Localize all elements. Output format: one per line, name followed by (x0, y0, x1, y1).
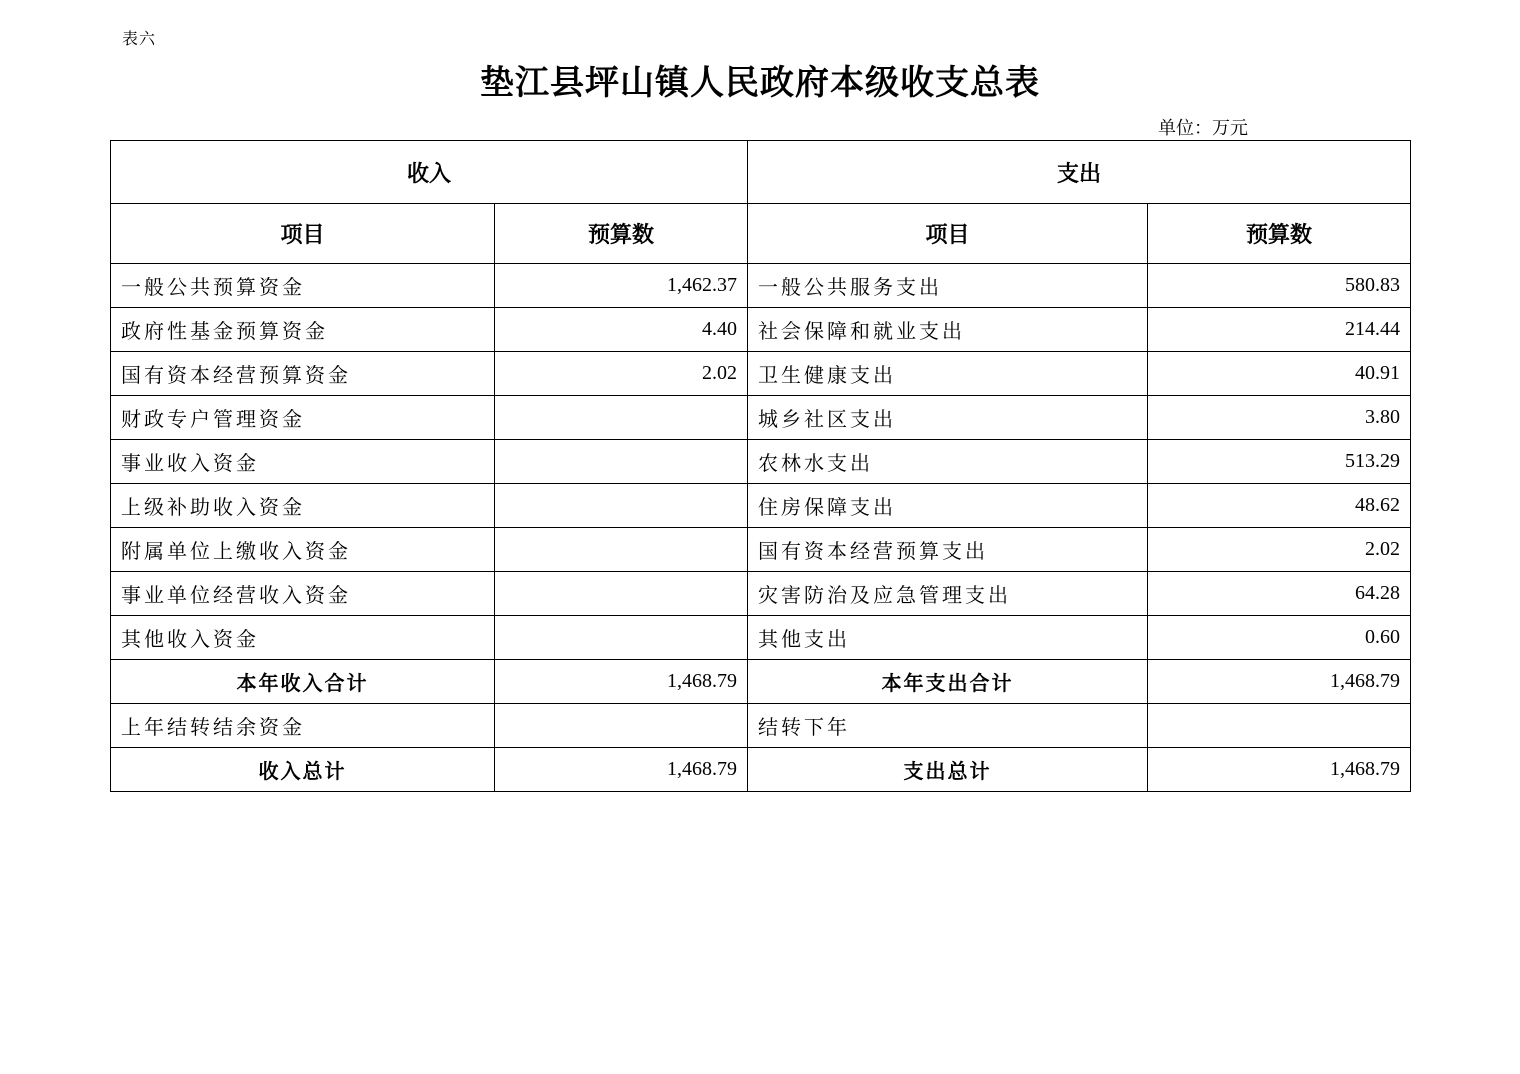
expense-item-cell: 城乡社区支出 (748, 396, 1148, 440)
income-value-cell (495, 572, 748, 616)
expense-item-cell: 结转下年 (748, 704, 1148, 748)
expense-value-cell: 1,468.79 (1148, 748, 1411, 792)
expense-item-cell: 本年支出合计 (748, 660, 1148, 704)
expense-value-cell: 580.83 (1148, 264, 1411, 308)
expense-item-column-header: 项目 (748, 204, 1148, 264)
expense-value-cell: 513.29 (1148, 440, 1411, 484)
income-item-cell: 国有资本经营预算资金 (111, 352, 495, 396)
income-item-cell: 本年收入合计 (111, 660, 495, 704)
income-item-cell: 收入总计 (111, 748, 495, 792)
income-item-cell: 其他收入资金 (111, 616, 495, 660)
table-row (111, 616, 1411, 660)
income-item-column-header: 项目 (111, 204, 495, 264)
table-row (111, 440, 1411, 484)
table-row (111, 396, 1411, 440)
income-section-header: 收入 (111, 141, 748, 204)
expense-section-header: 支出 (748, 141, 1411, 204)
income-value-cell (495, 396, 748, 440)
table-row (111, 660, 1411, 704)
table-number-label: 表六 (122, 29, 157, 48)
income-item-cell: 事业收入资金 (111, 440, 495, 484)
expense-item-cell: 社会保障和就业支出 (748, 308, 1148, 352)
expense-item-cell: 灾害防治及应急管理支出 (748, 572, 1148, 616)
expense-value-cell: 214.44 (1148, 308, 1411, 352)
table-row (111, 704, 1411, 748)
income-value-cell (495, 484, 748, 528)
income-budget-column-header: 预算数 (495, 204, 748, 264)
table-row (111, 264, 1411, 308)
expense-item-cell: 一般公共服务支出 (748, 264, 1148, 308)
expense-budget-column-header: 预算数 (1148, 204, 1411, 264)
income-value-cell: 2.02 (495, 352, 748, 396)
expense-item-cell: 卫生健康支出 (748, 352, 1148, 396)
income-item-cell: 一般公共预算资金 (111, 264, 495, 308)
expense-item-cell: 支出总计 (748, 748, 1148, 792)
expense-value-cell: 64.28 (1148, 572, 1411, 616)
expense-value-cell: 3.80 (1148, 396, 1411, 440)
income-item-cell: 财政专户管理资金 (111, 396, 495, 440)
income-item-cell: 上年结转结余资金 (111, 704, 495, 748)
unit-label: 单位：万元 (1158, 118, 1248, 139)
section-header-row (111, 141, 1411, 204)
expense-value-cell: 48.62 (1148, 484, 1411, 528)
income-item-cell: 事业单位经营收入资金 (111, 572, 495, 616)
income-value-cell (495, 528, 748, 572)
page-title: 垫江县坪山镇人民政府本级收支总表 (480, 63, 1040, 103)
income-value-cell: 1,468.79 (495, 660, 748, 704)
income-item-cell: 上级补助收入资金 (111, 484, 495, 528)
table-row (111, 352, 1411, 396)
expense-item-cell: 住房保障支出 (748, 484, 1148, 528)
column-header-row (111, 204, 1411, 264)
income-item-cell: 附属单位上缴收入资金 (111, 528, 495, 572)
table-row (111, 484, 1411, 528)
income-value-cell (495, 616, 748, 660)
expense-value-cell: 1,468.79 (1148, 660, 1411, 704)
income-value-cell (495, 440, 748, 484)
expense-item-cell: 农林水支出 (748, 440, 1148, 484)
table-body (111, 264, 1411, 792)
table-row (111, 572, 1411, 616)
expense-value-cell: 40.91 (1148, 352, 1411, 396)
table-row (111, 308, 1411, 352)
expense-value-cell (1148, 704, 1411, 748)
table-row (111, 528, 1411, 572)
table-row (111, 748, 1411, 792)
expense-item-cell: 其他支出 (748, 616, 1148, 660)
income-value-cell: 1,462.37 (495, 264, 748, 308)
expense-item-cell: 国有资本经营预算支出 (748, 528, 1148, 572)
expense-value-cell: 0.60 (1148, 616, 1411, 660)
expense-value-cell: 2.02 (1148, 528, 1411, 572)
budget-summary-table (110, 140, 1411, 792)
income-value-cell: 4.40 (495, 308, 748, 352)
income-item-cell: 政府性基金预算资金 (111, 308, 495, 352)
income-value-cell: 1,468.79 (495, 748, 748, 792)
income-value-cell (495, 704, 748, 748)
